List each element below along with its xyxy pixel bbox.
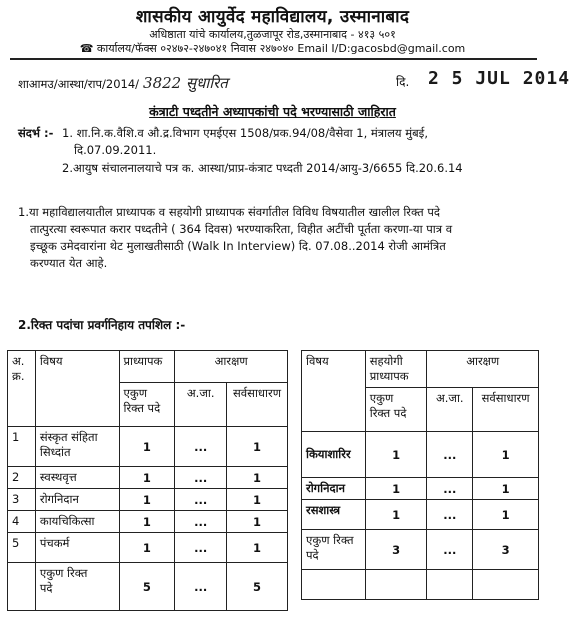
row-sc: ... [175,467,227,489]
row-general: 1 [473,500,539,530]
row-sc: ... [175,533,227,563]
table-row [8,533,288,563]
date-stamp: 2 5 JUL 2014 [428,68,570,89]
general-header: सर्वसाधारण [227,383,288,427]
college-address: अधिष्ठाता यांचे कार्यालय,तुळजापूर रोड,उस्मानाबाद - ४१३ ५०१ [149,28,396,41]
row-sc: ... [175,489,227,511]
total-row-general: 3 [473,530,539,570]
professor-header: प्राध्यापक [119,351,175,383]
sr-header [8,351,36,427]
row-subject: कायचिकित्सा [35,511,119,533]
table-row [8,427,288,467]
total-vacant-header-line1: एकुण [369,391,394,405]
total-row-label-line2: पदे [39,581,53,595]
blank-cell [427,570,473,600]
blank-cell [302,570,366,600]
row-total: 1 [365,478,427,500]
handwritten-note: 3822 सुधारित [143,74,228,92]
row-sc: ... [427,500,473,530]
associate-header-line1: सहयोगी [369,354,403,368]
row-sr: 4 [8,511,36,533]
reference-number [18,73,228,93]
total-vacant-header [365,388,427,432]
row-total: 1 [119,427,175,467]
row-subject: रसशास्त्र [302,500,366,530]
reservation-header: आरक्षण [427,351,539,388]
row-total: 1 [365,432,427,478]
total-row-label-line1: एकुण रिक्त [306,533,354,547]
row-general: 1 [227,467,288,489]
table-header-row [8,351,288,383]
row-subject: स्वस्थवृत्त [35,467,119,489]
college-contact: ☎ कार्यालय/फॅक्स ०२४७२-२४७०४१ निवास २४७०४० Email I/D:gacosbd@gmail.com [79,42,466,55]
row-total: 1 [119,467,175,489]
row-total: 1 [119,511,175,533]
date-label: दि. [396,75,410,89]
sc-header: अ.जा. [427,388,473,432]
total-row-total: 5 [119,563,175,611]
references-label: संदर्भ :- [18,126,54,140]
row-sc: ... [175,511,227,533]
blank-cell [365,570,427,600]
row-sc: ... [427,478,473,500]
subject-header: विषय [302,351,366,432]
sr-header-line2: क्र. [12,369,25,383]
table-row [8,467,288,489]
row-sc: ... [175,427,227,467]
total-vacant-header-line2: रिक्त पदे [369,406,407,420]
associate-header-line2: प्राध्यापक [369,369,409,383]
table-total-row [8,563,288,611]
total-row-label-line1: एकुण रिक्त [39,566,88,580]
table-row [302,478,539,500]
general-header: सर्वसाधारण [473,388,539,432]
row-general: 1 [227,533,288,563]
section-title: 2.रिक्त पदांचा प्रवर्गनिहाय तपशिल :- [18,318,186,332]
row-subject-line1: संस्कृत संहिता [39,430,98,444]
body-line-2: तात्पुरत्या स्वरूपात करार पध्दतीने ( 364 दिवस) भरण्याकरिता, विहीत अटींची पूर्तता करणा-या पात्र व [30,222,453,236]
row-subject-line2: सिध्दांत [39,445,71,459]
row-general: 1 [227,511,288,533]
reference-number-text: शाआमउ/आस्था/राप/2014/ [18,77,140,91]
row-subject [35,427,119,467]
row-sr: 1 [8,427,36,467]
row-subject: कियाशारिर [302,432,366,478]
total-row-general: 5 [227,563,288,611]
table-row [302,432,539,478]
row-general: 1 [227,427,288,467]
row-sr: 3 [8,489,36,511]
subject-header: विषय [35,351,119,427]
row-sr: 2 [8,467,36,489]
table-row [302,500,539,530]
total-row-sc: ... [175,563,227,611]
table-total-row [302,530,539,570]
associate-header [365,351,427,388]
table-row [8,511,288,533]
row-subject: पंचकर्म [35,533,119,563]
row-total: 1 [119,533,175,563]
row-general: 1 [473,478,539,500]
total-row-total: 3 [365,530,427,570]
row-sr: 5 [8,533,36,563]
reference-item-1: 1. शा.नि.क.वैशि.व औ.द्र.विभाग एमईएस 1508/प्रक.94/08/वैसेवा 1, मंत्रालय मुंबई, [62,126,428,140]
row-general: 1 [473,432,539,478]
total-vacant-header-line1: एकुण [123,386,148,400]
body-line-3: इच्छूक उमेदवारांना थेट मुलाखतीसाठी (Walk In Interview) दि. 07.08..2014 रोजी आमंत्रित [30,239,446,253]
total-row-label [35,563,119,611]
row-total: 1 [365,500,427,530]
professor-vacancy-table [7,350,288,611]
table-header-row [302,351,539,388]
sc-header: अ.जा. [175,383,227,427]
college-name: शासकीय आयुर्वेद महाविद्यालय, उस्मानाबाद [135,7,410,27]
total-row-sr [8,563,36,611]
total-row-label-line2: पदे [306,548,319,562]
advertisement-title: कंत्राटी पध्दतीने अध्यापकांची पदे भरण्यासाठी जाहिरात [149,104,396,119]
row-total: 1 [119,489,175,511]
row-subject: रोगनिदान [302,478,366,500]
sr-header-line1: अ. [12,354,25,368]
total-vacant-header [119,383,175,427]
header-divider [10,58,537,60]
blank-cell [473,570,539,600]
table-row [8,489,288,511]
body-line-4: करण्यात येत आहे. [30,256,108,270]
reservation-header: आरक्षण [175,351,288,383]
row-sc: ... [427,432,473,478]
row-subject: रोगनिदान [35,489,119,511]
reference-item-2: 2.आयुष संचालनालयाचे पत्र क. आस्था/प्राप्र-कंत्राट पध्दती 2014/आयु-3/6655 दि.20.6.14 [62,161,463,175]
reference-item-1-date: दि.07.09.2011. [74,143,157,157]
total-vacant-header-line2: रिक्त पदे [123,401,161,415]
total-row-sc: ... [427,530,473,570]
body-line-1: 1.या महाविद्यालयातील प्राध्यापक व सहयोगी प्राध्यापक संवर्गातील विविध विषयातील खालील रिक्त पदे [18,205,441,219]
total-row-label [302,530,366,570]
table-blank-row [302,570,539,600]
row-general: 1 [227,489,288,511]
associate-professor-vacancy-table [301,350,539,600]
